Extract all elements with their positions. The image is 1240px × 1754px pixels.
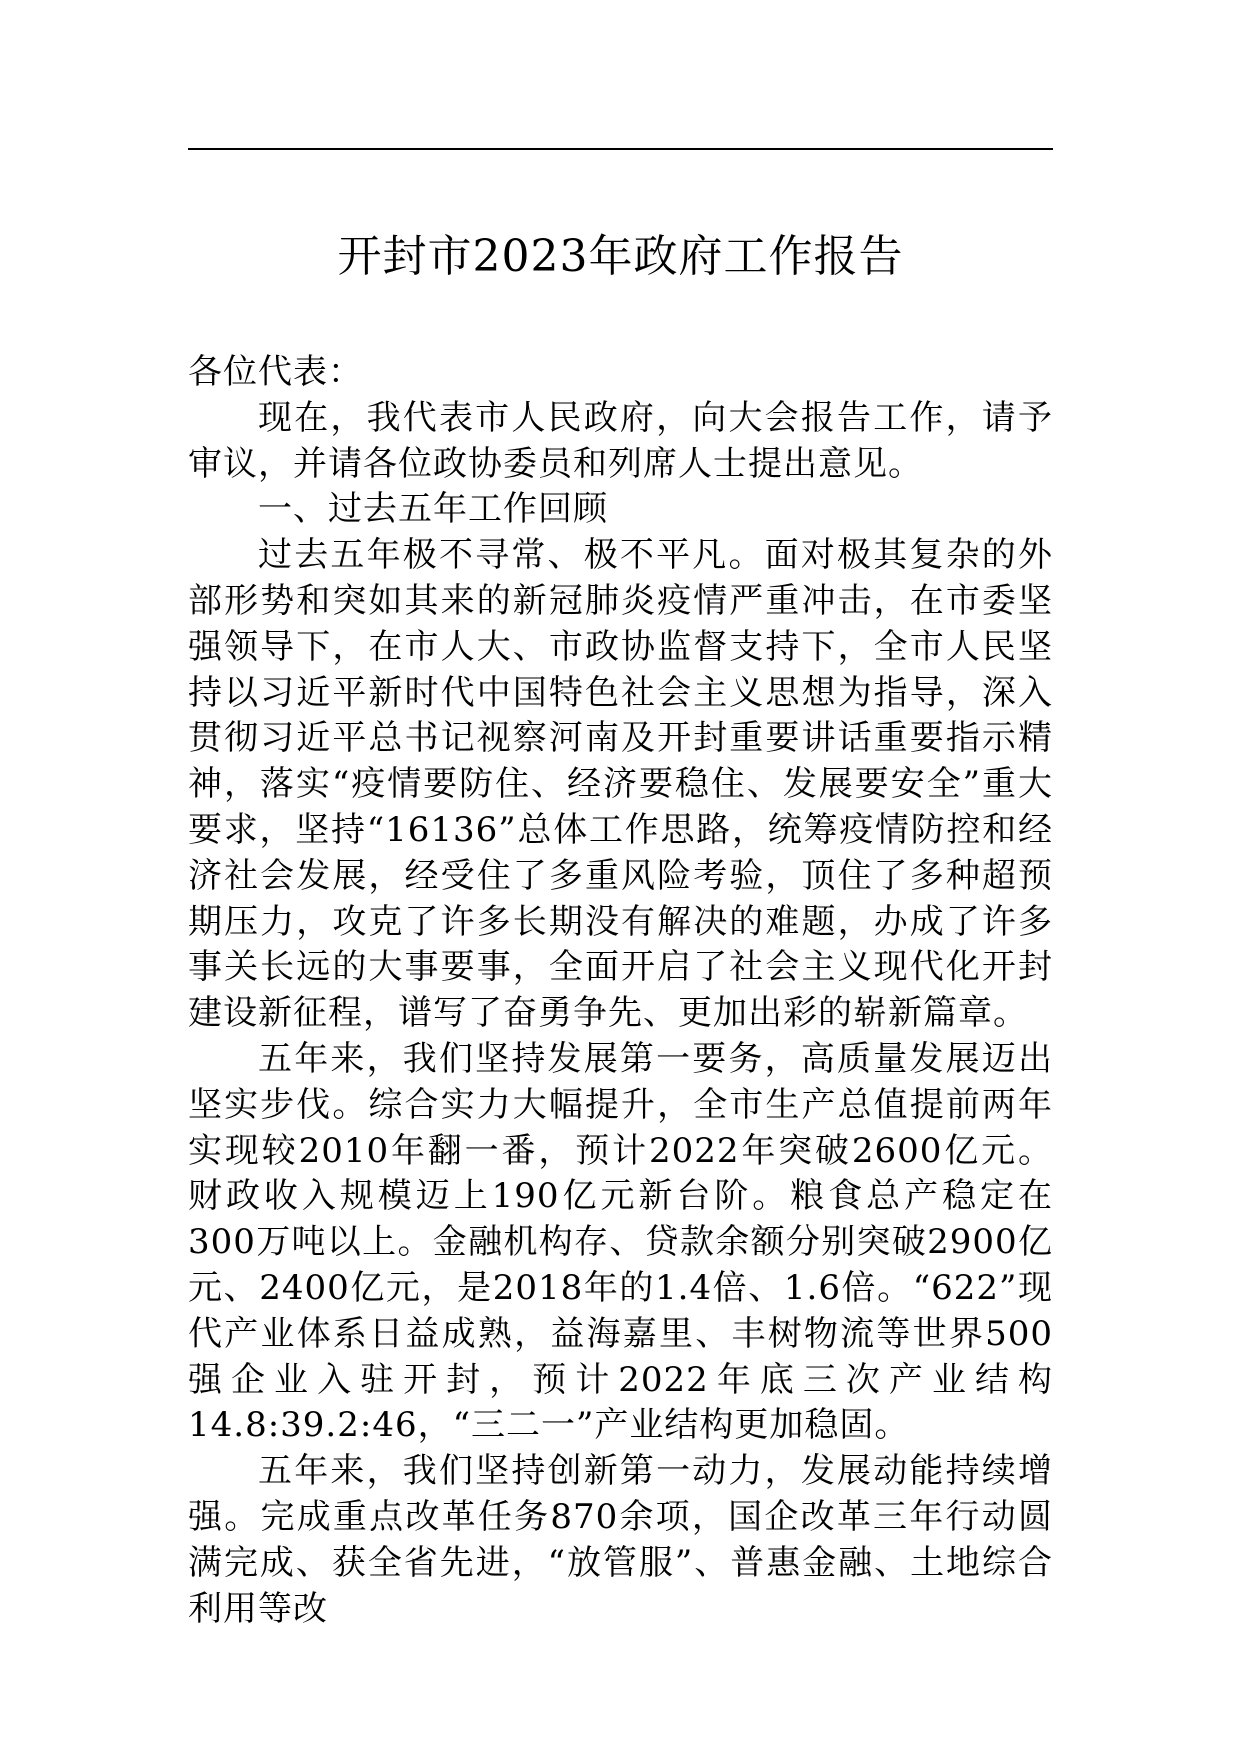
document-body xyxy=(188,350,1053,1632)
paragraph: 五年来，我们坚持发展第一要务，高质量发展迈出坚实步伐。综合实力大幅提升，全市生产总值提前两年实现较2010年翻一番，预计2022年突破2600亿元。财政收入规模迈上190亿元新台阶。粮食总产稳定在300万吨以上。金融机构存、贷款余额分别突破2900亿元、2400亿元，是2018年的1.4倍、1.6倍。“622”现代产业体系日益成熟，益海嘉里、丰树物流等世界500强企业入驻开封，预计2022年底三次产业结构14.8:39.2:46，“三二一”产业结构更加稳固。 xyxy=(188,1038,1053,1446)
section-heading: 一、过去五年工作回顾 xyxy=(258,489,608,530)
paragraph: 五年来，我们坚持创新第一动力，发展动能持续增强。完成重点改革任务870余项，国企改革三年行动圆满完成、获全省先进，“放管服”、普惠金融、土地综合利用等改 xyxy=(188,1451,1053,1629)
paragraph: 现在，我代表市人民政府，向大会报告工作，请予审议，并请各位政协委员和列席人士提出意见。 xyxy=(188,397,1053,484)
document-title: 开封市2023年政府工作报告 xyxy=(337,231,904,282)
paragraph: 过去五年极不寻常、极不平凡。面对极其复杂的外部形势和突如其来的新冠肺炎疫情严重冲击，在市委坚强领导下，在市人大、市政协监督支持下，全市人民坚持以习近平新时代中国特色社会主义思想为指导，深入贯彻习近平总书记视察河南及开封重要讲话重要指示精神，落实“疫情要防住、经济要稳住、发展要安全”重大要求，坚持“16136”总体工作思路，统筹疫情防控和经济社会发展，经受住了多重风险考验，顶住了多种超预期压力，攻克了许多长期没有解决的难题，办成了许多事关长远的大事要事，全面开启了社会主义现代化开封建设新征程，谱写了奋勇争先、更加出彩的崭新篇章。 xyxy=(188,535,1053,1034)
salutation: 各位代表： xyxy=(188,352,363,392)
header-rule xyxy=(188,148,1053,150)
